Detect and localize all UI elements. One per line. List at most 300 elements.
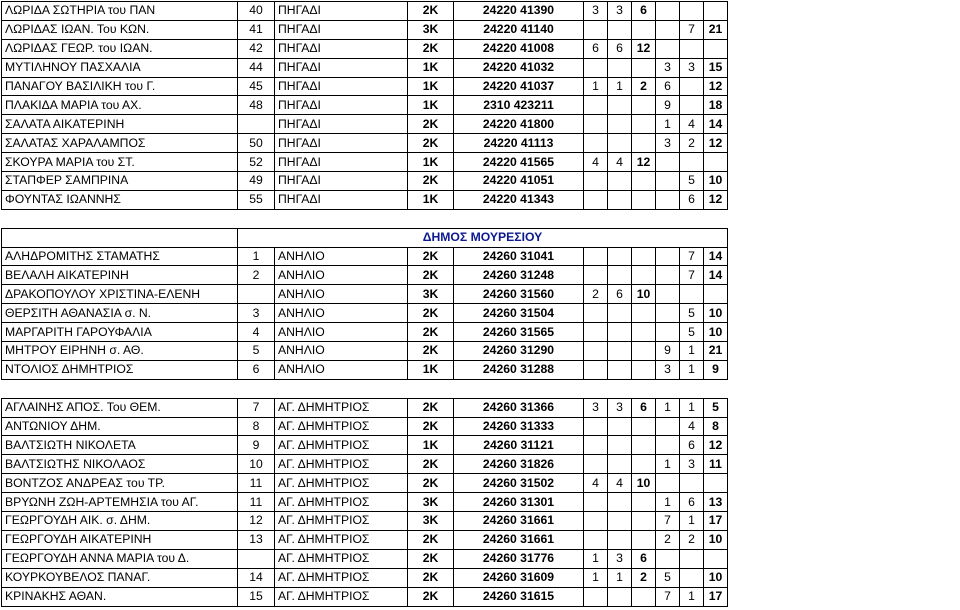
cell-a: 4	[584, 474, 608, 493]
cell-c	[632, 247, 656, 266]
cell-class: 2Κ	[408, 2, 454, 21]
blank-cell	[2, 379, 238, 398]
cell-name: ΜΗΤΡΟΥ ΕΙΡΗΝΗ σ. ΑΘ.	[2, 342, 238, 361]
cell-class: 2Κ	[408, 587, 454, 606]
table-row	[2, 20, 728, 39]
cell-e: 1	[680, 360, 704, 379]
cell-e: 6	[680, 436, 704, 455]
cell-d	[656, 247, 680, 266]
table-row	[2, 285, 728, 304]
cell-d: 9	[656, 96, 680, 115]
cell-e: 1	[680, 398, 704, 417]
cell-class: 2Κ	[408, 568, 454, 587]
cell-place: ΑΓ. ΔΗΜΗΤΡΙΟΣ	[275, 436, 408, 455]
cell-number: 55	[238, 190, 275, 209]
cell-f: 5	[704, 398, 728, 417]
cell-name: ΜΑΡΓΑΡΙΤΗ ΓΑΡΟΥΦΑΛΙΑ	[2, 323, 238, 342]
cell-d	[656, 153, 680, 172]
cell-phone: 24260 31041	[454, 247, 584, 266]
cell-e	[680, 2, 704, 21]
cell-b	[608, 134, 632, 153]
cell-phone: 24260 31609	[454, 568, 584, 587]
cell-f	[704, 153, 728, 172]
cell-b	[608, 417, 632, 436]
cell-name: ΣΑΛΑΤΑΣ ΧΑΡΑΛΑΜΠΟΣ	[2, 134, 238, 153]
cell-name: ΛΩΡΙΔΑΣ ΙΩΑΝ. Του ΚΩΝ.	[2, 20, 238, 39]
cell-a: 3	[584, 398, 608, 417]
cell-name: ΣΤΑΠΦΕΡ ΣΑΜΠΡΙΝΑ	[2, 172, 238, 191]
cell-name: ΑΓΛΑΙΝΗΣ ΑΠΟΣ. Του ΘΕΜ.	[2, 398, 238, 417]
table-row	[2, 549, 728, 568]
cell-class: 2Κ	[408, 39, 454, 58]
cell-number: 40	[238, 2, 275, 21]
cell-number: 50	[238, 134, 275, 153]
cell-b	[608, 512, 632, 531]
cell-number: 3	[238, 304, 275, 323]
cell-class: 1Κ	[408, 190, 454, 209]
cell-place: ΑΓ. ΔΗΜΗΤΡΙΟΣ	[275, 587, 408, 606]
cell-c	[632, 134, 656, 153]
cell-c: 2	[632, 568, 656, 587]
cell-number: 48	[238, 96, 275, 115]
cell-name: ΔΡΑΚΟΠΟΥΛΟΥ ΧΡΙΣΤΙΝΑ-ΕΛΕΝΗ	[2, 285, 238, 304]
table-row	[2, 568, 728, 587]
cell-class: 2Κ	[408, 134, 454, 153]
cell-phone: 24220 41037	[454, 77, 584, 96]
cell-f: 15	[704, 58, 728, 77]
table-row	[2, 266, 728, 285]
blank-cell	[2, 209, 238, 228]
cell-d	[656, 20, 680, 39]
cell-e: 3	[680, 455, 704, 474]
blank-cell	[680, 379, 704, 398]
cell-number	[238, 115, 275, 134]
cell-phone: 24260 31333	[454, 417, 584, 436]
cell-c: 10	[632, 474, 656, 493]
cell-d	[656, 2, 680, 21]
section-title: ΔΗΜΟΣ ΜΟΥΡΕΣΙΟΥ	[238, 228, 728, 247]
cell-class: 3Κ	[408, 512, 454, 531]
cell-a	[584, 58, 608, 77]
cell-number: 14	[238, 568, 275, 587]
table-row	[2, 115, 728, 134]
cell-place: ΑΝΗΛΙΟ	[275, 360, 408, 379]
cell-phone: 24220 41008	[454, 39, 584, 58]
cell-f: 17	[704, 512, 728, 531]
cell-phone: 24220 41343	[454, 190, 584, 209]
cell-name: ΒΡΥΩΝΗ ΖΩΗ-ΑΡΤΕΜΗΣΙΑ του ΑΓ.	[2, 493, 238, 512]
cell-f: 13	[704, 493, 728, 512]
cell-d: 6	[656, 77, 680, 96]
cell-name: ΘΕΡΣΙΤΗ ΑΘΑΝΑΣΙΑ σ. Ν.	[2, 304, 238, 323]
table-row	[2, 153, 728, 172]
cell-name: ΝΤΟΛΙΟΣ ΔΗΜΗΤΡΙΟΣ	[2, 360, 238, 379]
cell-e: 1	[680, 342, 704, 361]
cell-phone: 24260 31121	[454, 436, 584, 455]
cell-place: ΑΝΗΛΙΟ	[275, 266, 408, 285]
cell-d: 1	[656, 115, 680, 134]
cell-place: ΑΝΗΛΙΟ	[275, 247, 408, 266]
cell-b	[608, 96, 632, 115]
cell-a: 3	[584, 2, 608, 21]
cell-b	[608, 190, 632, 209]
cell-c	[632, 587, 656, 606]
cell-place: ΑΝΗΛΙΟ	[275, 285, 408, 304]
cell-d	[656, 39, 680, 58]
cell-f: 11	[704, 455, 728, 474]
cell-name: ΓΕΩΡΓΟΥΔΗ ΑΙΚΑΤΕΡΙΝΗ	[2, 530, 238, 549]
cell-a	[584, 247, 608, 266]
cell-name: ΒΕΛΑΛΗ ΑΙΚΑΤΕΡΙΝΗ	[2, 266, 238, 285]
cell-e: 5	[680, 304, 704, 323]
cell-class: 2Κ	[408, 342, 454, 361]
cell-place: ΠΗΓΑΔΙ	[275, 190, 408, 209]
cell-place: ΠΗΓΑΔΙ	[275, 39, 408, 58]
cell-a: 1	[584, 549, 608, 568]
cell-phone: 24220 41032	[454, 58, 584, 77]
cell-place: ΠΗΓΑΔΙ	[275, 115, 408, 134]
table-row	[2, 455, 728, 474]
cell-b: 3	[608, 2, 632, 21]
cell-a	[584, 587, 608, 606]
cell-number	[238, 549, 275, 568]
cell-place: ΑΝΗΛΙΟ	[275, 323, 408, 342]
cell-d	[656, 172, 680, 191]
blank-cell	[656, 209, 680, 228]
cell-number: 8	[238, 417, 275, 436]
cell-name: ΒΑΛΤΣΙΩΤΗ ΝΙΚΟΛΕΤΑ	[2, 436, 238, 455]
cell-class: 2Κ	[408, 172, 454, 191]
cell-e: 2	[680, 134, 704, 153]
blank-cell	[454, 379, 584, 398]
cell-place: ΑΓ. ΔΗΜΗΤΡΙΟΣ	[275, 568, 408, 587]
cell-b	[608, 587, 632, 606]
cell-f: 14	[704, 115, 728, 134]
cell-d: 2	[656, 530, 680, 549]
cell-a: 2	[584, 285, 608, 304]
cell-name: ΣΑΛΑΤΑ ΑΙΚΑΤΕΡΙΝΗ	[2, 115, 238, 134]
cell-e: 3	[680, 58, 704, 77]
cell-f: 10	[704, 172, 728, 191]
cell-e	[680, 153, 704, 172]
cell-c	[632, 96, 656, 115]
cell-phone: 24220 41565	[454, 153, 584, 172]
cell-name: ΛΩΡΙΔΑΣ ΓΕΩΡ. του ΙΩΑΝ.	[2, 39, 238, 58]
cell-e	[680, 549, 704, 568]
cell-f	[704, 474, 728, 493]
cell-place: ΑΓ. ΔΗΜΗΤΡΙΟΣ	[275, 398, 408, 417]
blank-cell	[275, 379, 408, 398]
cell-phone: 24260 31504	[454, 304, 584, 323]
cell-d: 1	[656, 455, 680, 474]
cell-f: 9	[704, 360, 728, 379]
cell-c: 10	[632, 285, 656, 304]
cell-b	[608, 530, 632, 549]
cell-e	[680, 77, 704, 96]
cell-class: 2Κ	[408, 455, 454, 474]
cell-number: 6	[238, 360, 275, 379]
cell-number: 15	[238, 587, 275, 606]
table-row	[2, 96, 728, 115]
cell-d: 1	[656, 493, 680, 512]
cell-f: 10	[704, 568, 728, 587]
cell-place: ΑΓ. ΔΗΜΗΤΡΙΟΣ	[275, 549, 408, 568]
blank-cell	[680, 209, 704, 228]
cell-phone: 24220 41113	[454, 134, 584, 153]
table-row	[2, 360, 728, 379]
blank-cell	[408, 379, 454, 398]
cell-b: 3	[608, 398, 632, 417]
cell-phone: 24220 41051	[454, 172, 584, 191]
cell-e: 5	[680, 323, 704, 342]
table-row	[2, 190, 728, 209]
cell-c	[632, 172, 656, 191]
cell-c: 6	[632, 398, 656, 417]
cell-number: 11	[238, 474, 275, 493]
cell-c: 12	[632, 39, 656, 58]
blank-row	[2, 379, 728, 398]
table-row	[2, 493, 728, 512]
cell-b: 3	[608, 549, 632, 568]
cell-number: 45	[238, 77, 275, 96]
cell-e: 4	[680, 115, 704, 134]
cell-place: ΠΗΓΑΔΙ	[275, 20, 408, 39]
cell-place: ΑΝΗΛΙΟ	[275, 342, 408, 361]
blank-cell	[632, 209, 656, 228]
cell-b	[608, 493, 632, 512]
table-row	[2, 398, 728, 417]
table-row	[2, 342, 728, 361]
section-header-row	[2, 228, 728, 247]
cell-class: 1Κ	[408, 58, 454, 77]
cell-d: 3	[656, 134, 680, 153]
cell-a: 4	[584, 153, 608, 172]
cell-d: 7	[656, 512, 680, 531]
cell-a	[584, 493, 608, 512]
cell-a	[584, 323, 608, 342]
cell-class: 1Κ	[408, 436, 454, 455]
table-row	[2, 172, 728, 191]
cell-d: 9	[656, 342, 680, 361]
cell-f: 14	[704, 266, 728, 285]
cell-place: ΠΗΓΑΔΙ	[275, 96, 408, 115]
table-row	[2, 323, 728, 342]
cell-a: 1	[584, 568, 608, 587]
cell-place: ΠΗΓΑΔΙ	[275, 77, 408, 96]
cell-c	[632, 455, 656, 474]
table-row	[2, 436, 728, 455]
cell-f: 17	[704, 587, 728, 606]
blank-cell	[238, 379, 275, 398]
cell-name: ΓΕΩΡΓΟΥΔΗ ΑΙΚ. σ. ΔΗΜ.	[2, 512, 238, 531]
cell-phone: 24220 41140	[454, 20, 584, 39]
cell-e: 6	[680, 190, 704, 209]
cell-phone: 24260 31615	[454, 587, 584, 606]
cell-phone: 24260 31560	[454, 285, 584, 304]
cell-d: 7	[656, 587, 680, 606]
cell-c	[632, 436, 656, 455]
cell-c	[632, 417, 656, 436]
cell-class: 1Κ	[408, 360, 454, 379]
cell-a	[584, 360, 608, 379]
cell-place: ΑΓ. ΔΗΜΗΤΡΙΟΣ	[275, 493, 408, 512]
cell-place: ΑΝΗΛΙΟ	[275, 304, 408, 323]
cell-class: 2Κ	[408, 247, 454, 266]
cell-a: 1	[584, 77, 608, 96]
cell-e	[680, 285, 704, 304]
cell-b	[608, 342, 632, 361]
cell-c	[632, 266, 656, 285]
cell-name: ΑΝΤΩΝΙΟΥ ΔΗΜ.	[2, 417, 238, 436]
blank-cell	[584, 209, 608, 228]
cell-c	[632, 190, 656, 209]
cell-f: 14	[704, 247, 728, 266]
cell-d	[656, 266, 680, 285]
table-row	[2, 304, 728, 323]
table-row	[2, 134, 728, 153]
cell-a	[584, 436, 608, 455]
cell-d	[656, 304, 680, 323]
cell-c	[632, 493, 656, 512]
cell-class: 1Κ	[408, 96, 454, 115]
cell-place: ΠΗΓΑΔΙ	[275, 58, 408, 77]
cell-e: 4	[680, 417, 704, 436]
cell-b: 1	[608, 568, 632, 587]
cell-a	[584, 342, 608, 361]
table-row	[2, 2, 728, 21]
cell-b: 6	[608, 39, 632, 58]
cell-a: 6	[584, 39, 608, 58]
blank-cell	[2, 228, 238, 247]
blank-cell	[275, 209, 408, 228]
cell-e	[680, 474, 704, 493]
cell-b: 1	[608, 77, 632, 96]
cell-e: 5	[680, 172, 704, 191]
cell-number: 5	[238, 342, 275, 361]
blank-cell	[584, 379, 608, 398]
table-row	[2, 474, 728, 493]
cell-f: 12	[704, 436, 728, 455]
cell-b	[608, 58, 632, 77]
cell-b: 6	[608, 285, 632, 304]
cell-e	[680, 96, 704, 115]
cell-phone: 24260 31248	[454, 266, 584, 285]
cell-a	[584, 417, 608, 436]
cell-b: 4	[608, 474, 632, 493]
cell-e	[680, 39, 704, 58]
cell-name: ΦΟΥΝΤΑΣ ΙΩΑΝΝΗΣ	[2, 190, 238, 209]
blank-cell	[608, 209, 632, 228]
cell-class: 2Κ	[408, 304, 454, 323]
cell-number: 44	[238, 58, 275, 77]
cell-f: 12	[704, 77, 728, 96]
cell-class: 3Κ	[408, 493, 454, 512]
cell-d	[656, 436, 680, 455]
cell-b	[608, 266, 632, 285]
blank-cell	[656, 379, 680, 398]
cell-f: 8	[704, 417, 728, 436]
cell-d: 3	[656, 360, 680, 379]
table-row	[2, 512, 728, 531]
cell-number: 7	[238, 398, 275, 417]
cell-a	[584, 190, 608, 209]
cell-name: ΚΟΥΡΚΟΥΒΕΛΟΣ ΠΑΝΑΓ.	[2, 568, 238, 587]
cell-place: ΠΗΓΑΔΙ	[275, 134, 408, 153]
cell-d	[656, 323, 680, 342]
cell-c: 6	[632, 2, 656, 21]
cell-f: 18	[704, 96, 728, 115]
cell-c: 6	[632, 549, 656, 568]
cell-e: 1	[680, 587, 704, 606]
cell-phone: 24260 31661	[454, 512, 584, 531]
cell-f: 12	[704, 134, 728, 153]
cell-place: ΑΓ. ΔΗΜΗΤΡΙΟΣ	[275, 512, 408, 531]
cell-class: 1Κ	[408, 77, 454, 96]
cell-d	[656, 190, 680, 209]
table-row	[2, 39, 728, 58]
cell-e	[680, 568, 704, 587]
cell-d	[656, 474, 680, 493]
blank-cell	[408, 209, 454, 228]
cell-name: ΒΟΝΤΖΟΣ ΑΝΔΡΕΑΣ του ΤΡ.	[2, 474, 238, 493]
cell-phone: 24220 41800	[454, 115, 584, 134]
cell-b	[608, 436, 632, 455]
cell-number: 52	[238, 153, 275, 172]
cell-number: 1	[238, 247, 275, 266]
cell-d: 1	[656, 398, 680, 417]
cell-b	[608, 247, 632, 266]
cell-phone: 24220 41390	[454, 2, 584, 21]
cell-f	[704, 285, 728, 304]
cell-f	[704, 549, 728, 568]
cell-d: 5	[656, 568, 680, 587]
cell-class: 1Κ	[408, 153, 454, 172]
cell-number	[238, 285, 275, 304]
cell-class: 2Κ	[408, 323, 454, 342]
cell-place: ΠΗΓΑΔΙ	[275, 153, 408, 172]
cell-b	[608, 115, 632, 134]
cell-c	[632, 530, 656, 549]
cell-class: 2Κ	[408, 474, 454, 493]
cell-e: 7	[680, 20, 704, 39]
cell-name: ΠΑΝΑΓΟΥ ΒΑΣΙΛΙΚΗ του Γ.	[2, 77, 238, 96]
cell-class: 2Κ	[408, 398, 454, 417]
cell-a	[584, 304, 608, 323]
cell-b	[608, 20, 632, 39]
cell-a	[584, 134, 608, 153]
cell-c	[632, 512, 656, 531]
cell-name: ΑΛΗΔΡΟΜΙΤΗΣ ΣΤΑΜΑΤΗΣ	[2, 247, 238, 266]
cell-f: 10	[704, 530, 728, 549]
table-row	[2, 247, 728, 266]
cell-a	[584, 172, 608, 191]
cell-number: 2	[238, 266, 275, 285]
cell-class: 2Κ	[408, 530, 454, 549]
cell-c	[632, 304, 656, 323]
cell-c	[632, 58, 656, 77]
cell-name: ΚΡΙΝΑΚΗΣ ΑΘΑΝ.	[2, 587, 238, 606]
cell-d	[656, 285, 680, 304]
cell-f: 12	[704, 190, 728, 209]
cell-name: ΓΕΩΡΓΟΥΔΗ ΑΝΝΑ ΜΑΡΙΑ του Δ.	[2, 549, 238, 568]
cell-a	[584, 455, 608, 474]
cell-class: 2Κ	[408, 549, 454, 568]
cell-a	[584, 530, 608, 549]
cell-number: 42	[238, 39, 275, 58]
cell-b	[608, 360, 632, 379]
cell-name: ΣΚΟΥΡΑ ΜΑΡΙΑ του ΣΤ.	[2, 153, 238, 172]
cell-class: 2Κ	[408, 417, 454, 436]
